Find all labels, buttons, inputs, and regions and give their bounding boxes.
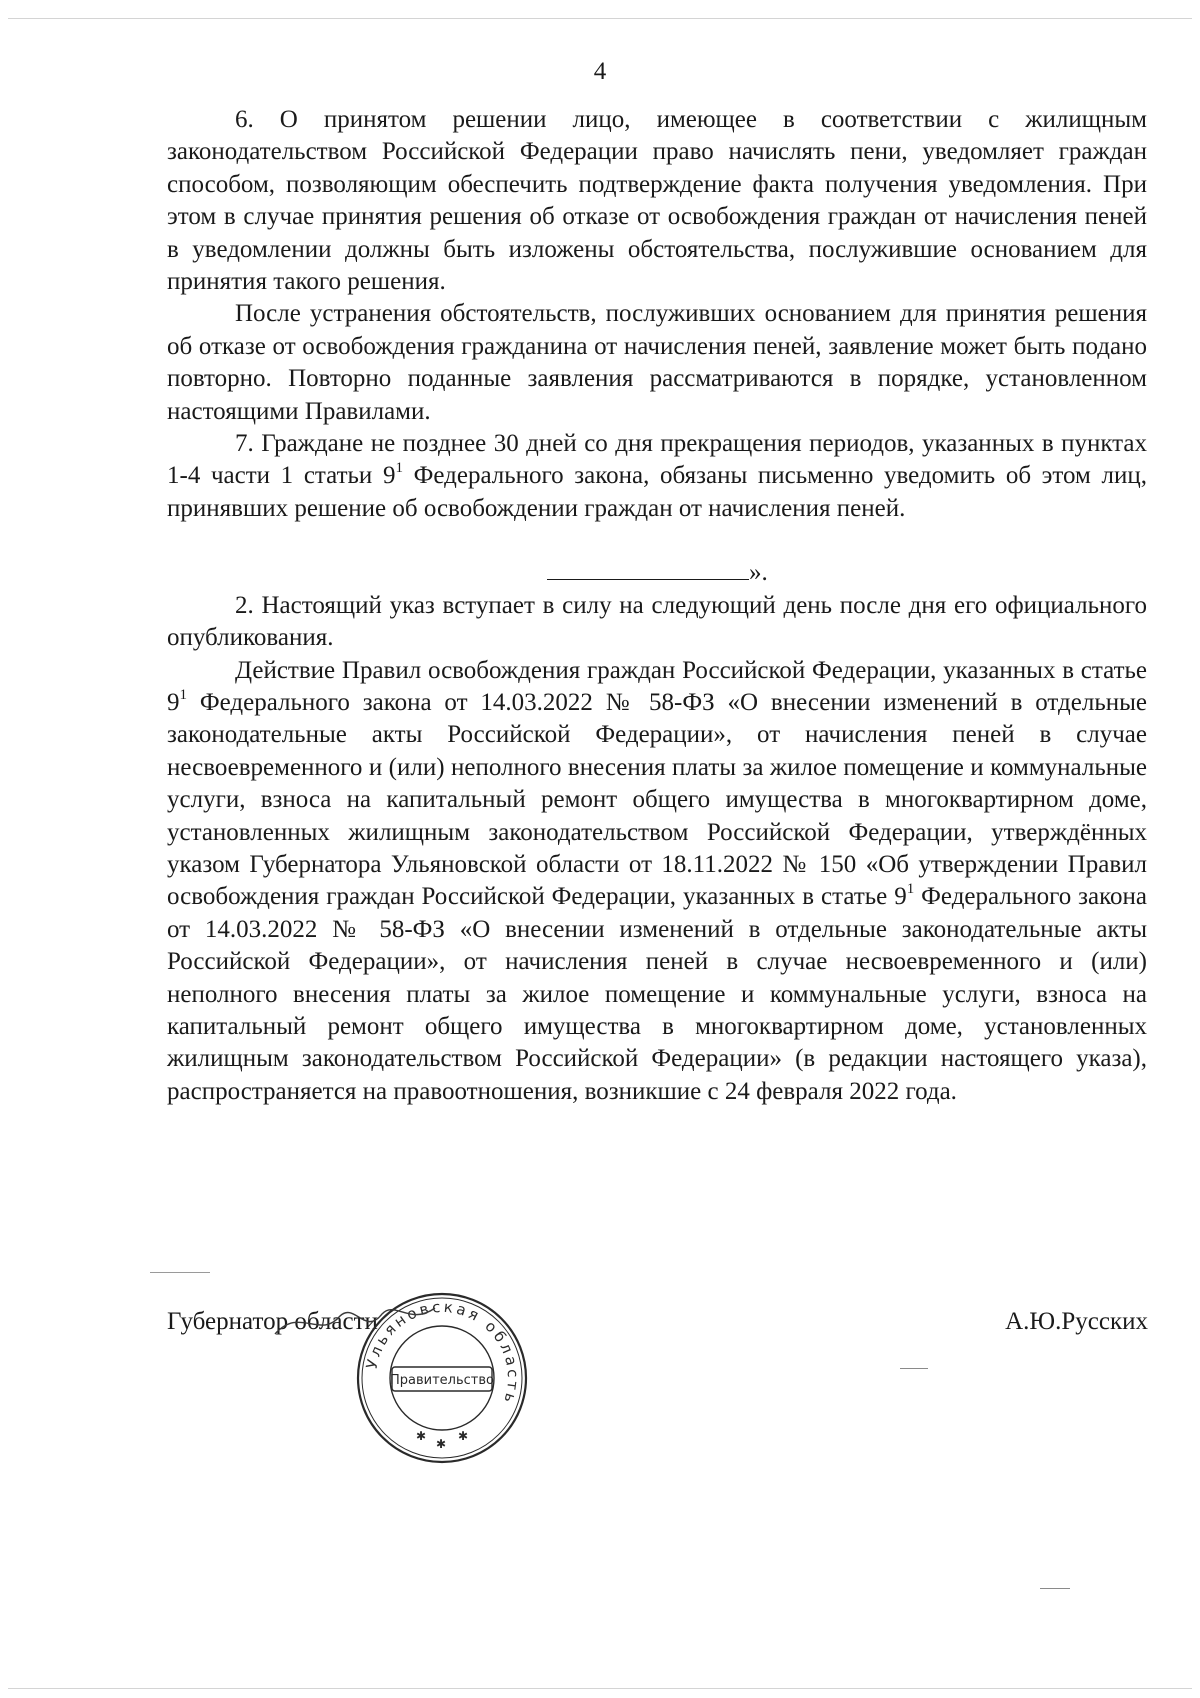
scan-bottom-edge (8, 1688, 1192, 1689)
paragraph-7-text-b: Федерального закона, обязаны письменно уведомить об этом лиц, принявших решение об освобождении граждан от начисления пеней. (167, 462, 1147, 522)
signatory-title: Губернатор области (167, 1308, 378, 1335)
paragraph-2: 2. Настоящий указ вступает в силу на следующий день после дня его официального опубликования. (167, 591, 1147, 652)
paragraph-7 (167, 428, 1147, 525)
paragraph-6: 6. О принятом решении лицо, имеющее в соответствии с жилищным законодательством Российской Федерации право начислять пени, уведомляет граждан способом, позволяющим обеспечить подтверждение факта получения уведомления. При этом в случае принятия решения об отказе от освобождения граждан от начисления пеней в уведомлении должны быть изложены обстоятельства, послужившие основанием для принятия такого решения. (167, 106, 1147, 296)
signatory-name: А.Ю.Русских (1005, 1308, 1148, 1335)
scan-top-edge (8, 18, 1192, 19)
section-separator (167, 557, 1147, 589)
paragraph-action-text-b: Федерального закона от 14.03.2022 № 58-ФЗ «О внесении изменений в отдельные законодательные акты Российской Федерации», от начисления пеней в случае несвоевременного и (или) неполного внесения платы за жилое помещение и коммунальные услуги, взноса на капитальный ремонт общего имущества в многоквартирном доме, установленных жилищным законодательством Российской Федерации, утверждённых указом Губернатора Ульяновской области от 18.11.2022 № 150 «Об утверждении Правил освобождения граждан Российской Федерации, указанных в статье 9 (167, 688, 1147, 911)
superscript: 1 (395, 460, 403, 477)
paragraph-resubmission: После устранения обстоятельств, послуживших основанием для принятия решения об отказе от освобождения гражданина от начисления пеней, заявление может быть подано повторно. Повторно поданные заявления рассматриваются в порядке, установленном настоящими Правилами. (167, 300, 1147, 425)
scan-speck (1040, 1588, 1070, 1589)
paragraph-action-text-c: Федерального закона от 14.03.2022 № 58-ФЗ «О внесении изменений в отдельные законодательные акты Российской Федерации», от начисления пеней в случае несвоевременного и (или) неполного внесения платы за жилое помещение и коммунальные услуги, взноса на капитальный ремонт общего имущества в многоквартирном доме, установленных жилищным законодательством Российской Федерации» (в редакции настоящего указа), распространяется на правоотношения, возникшие с 24 февраля 2022 года. (167, 883, 1147, 1105)
separator-closing-quote: ». (749, 559, 768, 587)
svg-text:✱: ✱ (416, 1429, 427, 1443)
svg-text:✱: ✱ (458, 1429, 469, 1443)
page-number: 4 (593, 58, 607, 85)
superscript: 1 (906, 881, 915, 898)
svg-text:✱: ✱ (436, 1437, 447, 1451)
scan-speck (150, 1272, 210, 1273)
signature-scribble (270, 1296, 440, 1346)
svg-text:Ульяновская область: Ульяновская область (362, 1297, 523, 1408)
paragraph-7-text-a: 7. Граждане не позднее 30 дней со дня прекращения периодов, указанных в пунктах 1-4 части 1 статьи 9 (167, 430, 1147, 490)
scan-speck (900, 1368, 928, 1369)
svg-text:Правительство: Правительство (390, 1373, 494, 1388)
separator-line (547, 557, 749, 580)
paragraph-action (167, 655, 1147, 1109)
superscript: 1 (179, 686, 187, 703)
document-body (167, 104, 1147, 1108)
paragraph-action-text-a: Действие Правил освобождения граждан Российской Федерации, указанных в статье 9 (167, 656, 1147, 716)
